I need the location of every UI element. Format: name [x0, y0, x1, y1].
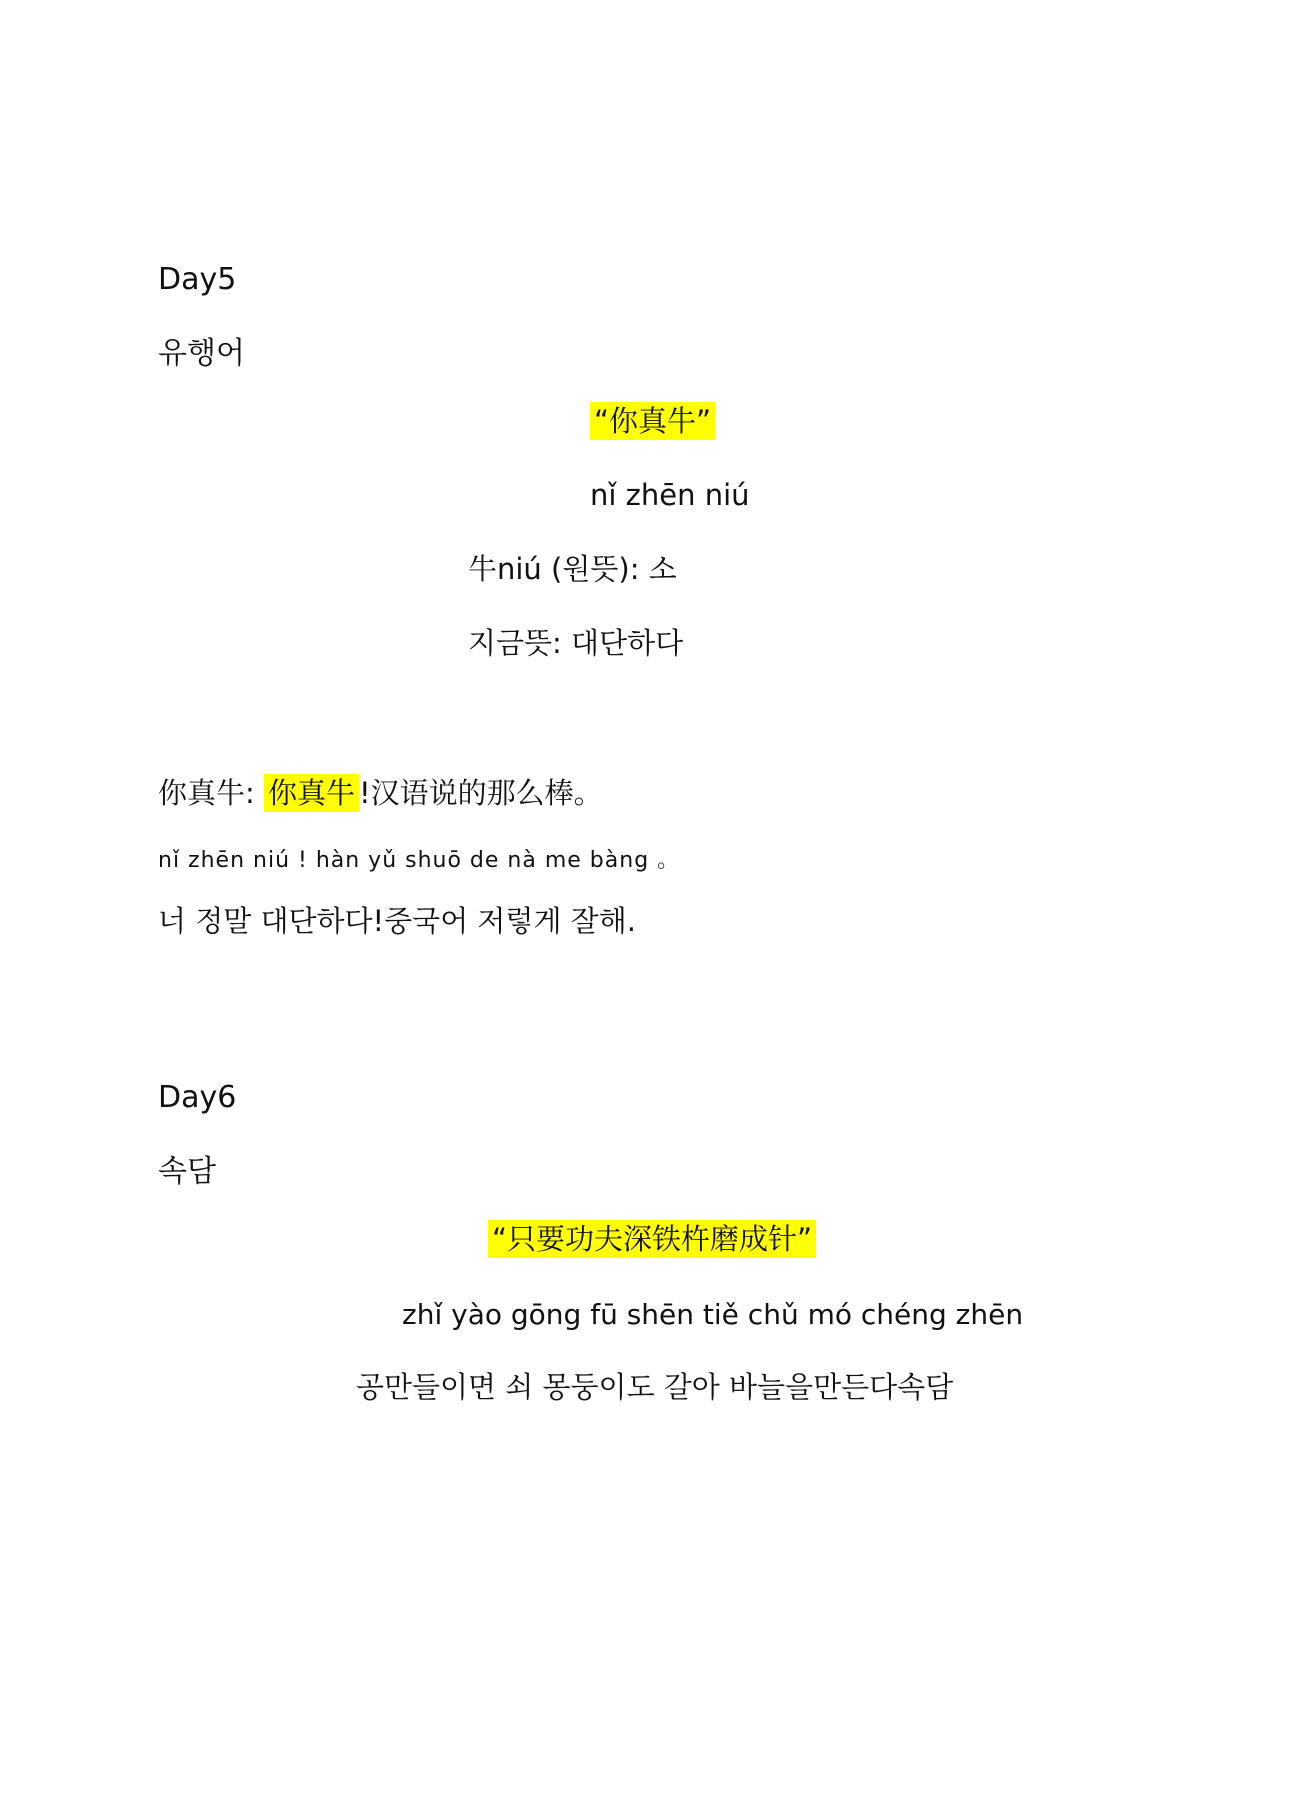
day6-phrase	[488, 1222, 816, 1257]
day5-current-meaning: 지금뜻: 대단하다	[468, 626, 684, 660]
day6-phrase-highlight: “只要功夫深铁杵磨成针”	[488, 1220, 816, 1258]
day5-example-pinyin: nǐ zhēn niú ! hàn yǔ shuō de nà me bàng 。	[158, 848, 681, 873]
day6-category: 속담	[158, 1154, 216, 1189]
day5-phrase-pinyin: nǐ zhēn niú	[590, 478, 750, 512]
day6-phrase-korean: 공만들이면 쇠 몽둥이도 갈아 바늘을만든다속담	[356, 1370, 954, 1404]
day5-heading: Day5	[158, 262, 237, 297]
day5-example-korean: 너 정말 대단하다!중국어 저렇게 잘해.	[158, 904, 636, 938]
day6-heading: Day6	[158, 1080, 237, 1115]
day6-phrase-pinyin: zhǐ yào gōng fū shēn tiě chǔ mó chéng zhēn	[402, 1298, 1024, 1331]
day5-category: 유행어	[158, 336, 245, 371]
day5-example-label: 你真牛:	[158, 776, 264, 810]
day5-example-sentence	[158, 776, 603, 811]
day5-phrase-highlight: “你真牛”	[590, 402, 715, 440]
day5-example-rest: !汉语说的那么棒。	[359, 776, 603, 810]
day5-example-highlight: 你真牛	[264, 774, 359, 812]
day5-phrase	[590, 404, 715, 439]
day5-original-meaning: 牛niú (원뜻): 소	[468, 552, 677, 586]
